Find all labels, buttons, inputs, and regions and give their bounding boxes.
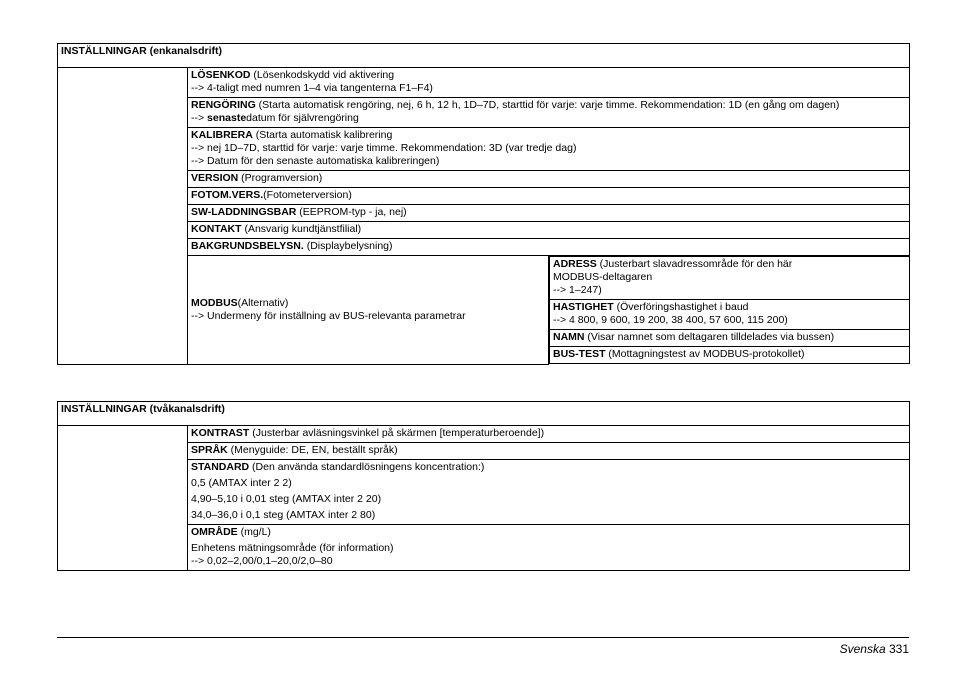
bold-word: senaste xyxy=(207,112,247,124)
table-row xyxy=(58,68,910,98)
desc: (Justerbart slavadressområde för den här xyxy=(596,258,793,270)
row-adress xyxy=(550,257,910,300)
term: BUS-TEST xyxy=(553,348,606,360)
desc: (Menyguide: DE, EN, beställt språk) xyxy=(227,444,398,456)
desc: (Den använda standardlösningens koncentration:) xyxy=(249,461,485,473)
term: SPRÅK xyxy=(191,444,228,456)
footer-rule xyxy=(57,637,909,638)
detail-line: --> 1–247) xyxy=(553,284,602,296)
detail-line: --> nej 1D–7D, starttid för varje: varje timme. Rekommendation: 3D (var tredje dag) xyxy=(191,142,577,154)
term: SW-LADDNINGSBAR xyxy=(191,206,297,218)
desc: (Lösenkodskydd vid aktivering xyxy=(250,69,395,81)
desc: (Starta automatisk kalibrering xyxy=(252,129,393,141)
settings-dual-channel-table xyxy=(57,401,910,571)
row-omrade xyxy=(188,525,910,571)
settings-single-channel-table xyxy=(57,43,910,365)
term: VERSION xyxy=(191,172,239,184)
term: KONTRAST xyxy=(191,427,250,439)
row-rengoring xyxy=(188,98,910,128)
term: BAKGRUNDSBELYSN. xyxy=(191,240,304,252)
detail-line: --> Datum för den senaste automatiska kalibreringen) xyxy=(191,155,440,167)
row-losenkod xyxy=(188,68,910,98)
desc: (mg/L) xyxy=(237,526,271,538)
desc: (Visar namnet som deltagaren tilldelades via bussen) xyxy=(584,331,835,343)
detail-line: 4,90–5,10 i 0,01 steg (AMTAX inter 2 20) xyxy=(191,493,382,505)
desc: (Starta automatisk rengöring, nej, 6 h, 12 h, 1D–7D, starttid för varje: varje timme. Rekommendation: 1D (en gång om dagen) xyxy=(255,99,840,111)
table-row xyxy=(58,426,910,443)
term: KALIBRERA xyxy=(191,129,253,141)
detail-line: --> 0,02–2,00/0,1–20,0/2,0–80 xyxy=(191,555,333,567)
desc: (Överföringshastighet i baud xyxy=(613,301,749,313)
empty-left-cell xyxy=(58,426,188,571)
row-kontakt xyxy=(188,222,910,239)
footer-language: Svenska xyxy=(839,642,886,656)
desc: (Justerbar avläsningsvinkel på skärmen [temperaturberoende]) xyxy=(249,427,545,439)
desc: (Programversion) xyxy=(238,172,323,184)
modbus-text xyxy=(188,297,548,323)
desc: (Alternativ) xyxy=(237,296,289,309)
page-footer xyxy=(840,642,909,656)
table-header-row xyxy=(58,44,910,68)
table-row xyxy=(550,347,910,364)
term: NAMN xyxy=(553,331,585,343)
detail-line: MODBUS-deltagaren xyxy=(553,271,653,283)
row-namn xyxy=(550,330,910,347)
detail-line: --> Undermeny för inställning av BUS-relevanta parametrar xyxy=(191,309,466,322)
detail-text: datum för självrengöring xyxy=(246,112,359,124)
detail-line: 0,5 (AMTAX inter 2 2) xyxy=(191,477,292,489)
row-standard xyxy=(188,460,910,525)
table-header: INSTÄLLNINGAR (enkanalsdrift) xyxy=(58,44,910,68)
term: FOTOM.VERS. xyxy=(191,189,264,201)
page-number: 331 xyxy=(888,642,909,656)
detail-line: 34,0–36,0 i 0,1 steg (AMTAX inter 2 80) xyxy=(191,509,376,521)
term: HASTIGHET xyxy=(553,301,614,313)
term: KONTAKT xyxy=(191,223,242,235)
table-row xyxy=(550,257,910,300)
detail-line: --> 4 800, 9 600, 19 200, 38 400, 57 600, 115 200) xyxy=(553,314,788,326)
row-modbus xyxy=(188,256,549,365)
modbus-submenu-cell xyxy=(549,256,910,365)
arrow-text: --> xyxy=(191,112,208,124)
detail-line: Enhetens mätningsområde (för information) xyxy=(191,542,394,554)
desc: (Displaybelysning) xyxy=(303,240,393,252)
term: RENGÖRING xyxy=(191,99,256,111)
empty-left-cell xyxy=(58,68,188,365)
term: STANDARD xyxy=(191,461,250,473)
row-sw-laddningsbar xyxy=(188,205,910,222)
desc: (Ansvarig kundtjänstfilial) xyxy=(241,223,362,235)
row-version xyxy=(188,171,910,188)
table-header-row xyxy=(58,402,910,426)
desc: (EEPROM-typ - ja, nej) xyxy=(296,206,407,218)
row-kalibrera xyxy=(188,128,910,171)
detail-line: --> 4-taligt med numren 1–4 via tangenterna F1–F4) xyxy=(191,82,433,94)
table-header: INSTÄLLNINGAR (tvåkanalsdrift) xyxy=(58,402,910,426)
term: ADRESS xyxy=(553,258,597,270)
row-sprak xyxy=(188,443,910,460)
modbus-submenu-table xyxy=(549,256,910,364)
table-row xyxy=(550,330,910,347)
row-bakgrundsbelysn xyxy=(188,239,910,256)
desc: (Fotometerversion) xyxy=(263,189,352,201)
term: OMRÅDE xyxy=(191,526,238,538)
table-row xyxy=(550,300,910,330)
term: LÖSENKOD xyxy=(191,69,251,81)
row-kontrast xyxy=(188,426,910,443)
detail-line xyxy=(191,112,906,125)
row-hastighet xyxy=(550,300,910,330)
row-fotom-vers xyxy=(188,188,910,205)
desc: (Mottagningstest av MODBUS-protokollet) xyxy=(605,348,805,360)
row-bus-test xyxy=(550,347,910,364)
term: MODBUS xyxy=(191,296,238,309)
